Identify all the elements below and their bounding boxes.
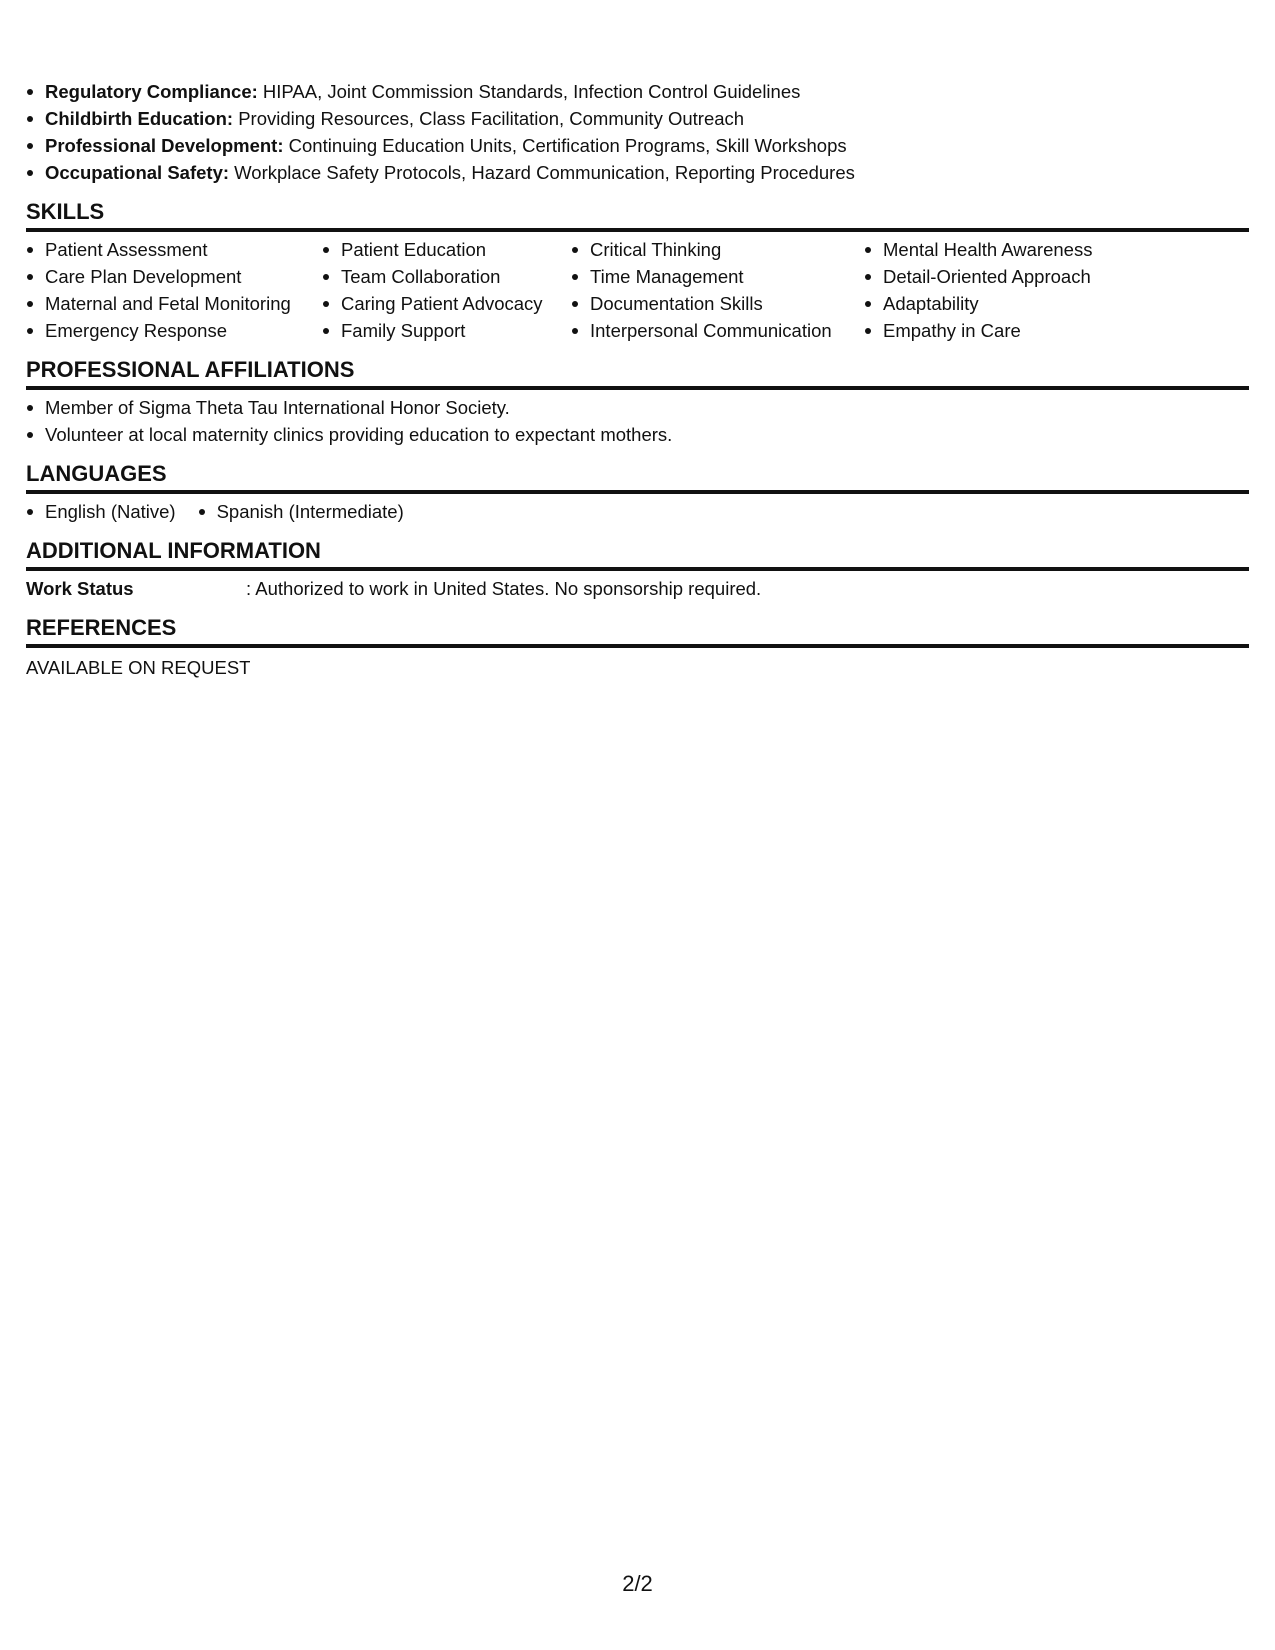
competency-text: HIPAA, Joint Commission Standards, Infection Control Guidelines [257, 81, 801, 102]
skill-item: Time Management [571, 263, 864, 290]
skill-item: Emergency Response [26, 317, 322, 344]
references-text: AVAILABLE ON REQUEST [26, 657, 251, 678]
skills-column [26, 236, 322, 344]
skills-column [864, 236, 1164, 344]
skill-item: Empathy in Care [864, 317, 1164, 344]
page-number: 2/2 [622, 1571, 653, 1596]
skill-item: Interpersonal Communication [571, 317, 864, 344]
work-status-value: : Authorized to work in United States. No sponsorship required. [246, 578, 762, 599]
affiliations-list [26, 394, 1249, 448]
languages-heading: LANGUAGES [26, 461, 1249, 494]
competency-label: Childbirth Education: [45, 108, 234, 129]
skill-item: Team Collaboration [322, 263, 571, 290]
competency-item [26, 78, 1249, 105]
additional-info-section [26, 538, 1249, 602]
work-status-row [26, 575, 1249, 602]
competency-item [26, 132, 1249, 159]
competency-text: Continuing Education Units, Certification Programs, Skill Workshops [283, 135, 847, 156]
skill-item: Maternal and Fetal Monitoring [26, 290, 322, 317]
skill-item: Family Support [322, 317, 571, 344]
skill-item: Detail-Oriented Approach [864, 263, 1164, 290]
additional-info-heading: ADDITIONAL INFORMATION [26, 538, 1249, 571]
affiliations-section [26, 357, 1249, 448]
skill-item: Adaptability [864, 290, 1164, 317]
competency-item [26, 159, 1249, 186]
resume-page [26, 78, 1249, 681]
skills-heading: SKILLS [26, 199, 1249, 232]
competency-label: Regulatory Compliance: [45, 81, 258, 102]
skill-item: Mental Health Awareness [864, 236, 1164, 263]
skills-column [571, 236, 864, 344]
competency-item [26, 105, 1249, 132]
skills-section [26, 199, 1249, 344]
language-item: Spanish (Intermediate) [198, 498, 404, 525]
affiliation-item: Volunteer at local maternity clinics providing education to expectant mothers. [26, 421, 1249, 448]
skill-item: Critical Thinking [571, 236, 864, 263]
competency-text: Providing Resources, Class Facilitation, Community Outreach [233, 108, 745, 129]
work-status-label: Work Status [26, 578, 134, 599]
skill-item: Documentation Skills [571, 290, 864, 317]
references-section [26, 615, 1249, 681]
skill-item: Patient Assessment [26, 236, 322, 263]
competency-text: Workplace Safety Protocols, Hazard Communication, Reporting Procedures [229, 162, 855, 183]
affiliation-item: Member of Sigma Theta Tau International Honor Society. [26, 394, 1249, 421]
languages-list [26, 498, 1249, 525]
competency-list [26, 78, 1249, 186]
skill-item: Caring Patient Advocacy [322, 290, 571, 317]
languages-section [26, 461, 1249, 525]
skill-item: Care Plan Development [26, 263, 322, 290]
skills-column [322, 236, 571, 344]
language-item: English (Native) [26, 498, 176, 525]
affiliations-heading: PROFESSIONAL AFFILIATIONS [26, 357, 1249, 390]
competency-label: Occupational Safety: [45, 162, 230, 183]
skill-item: Patient Education [322, 236, 571, 263]
skills-grid [26, 236, 1249, 344]
references-heading: REFERENCES [26, 615, 1249, 648]
competency-label: Professional Development: [45, 135, 284, 156]
